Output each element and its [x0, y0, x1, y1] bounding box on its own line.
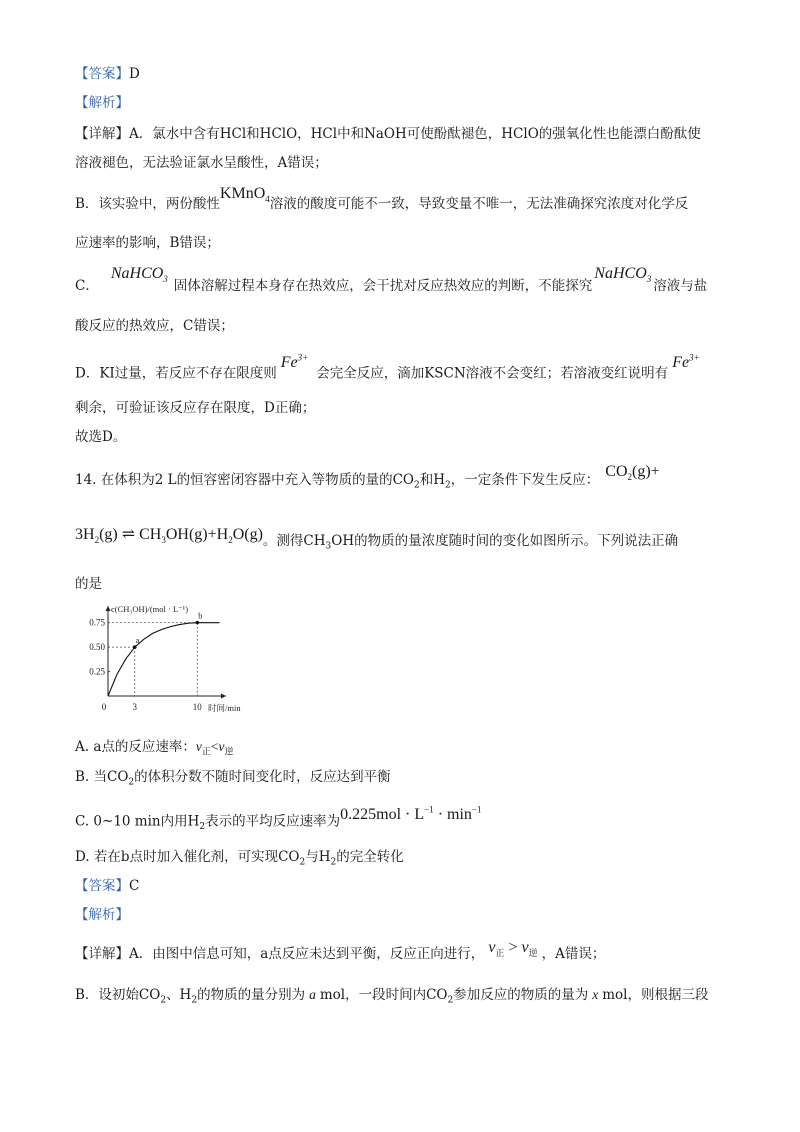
- text: ，一定条件下发生反应：: [450, 472, 600, 488]
- sub: 2: [128, 777, 135, 788]
- answer-line: [75, 64, 140, 84]
- sub: 逆: [224, 746, 234, 757]
- formula-sub: 3: [646, 274, 652, 285]
- conclusion: 故选D。: [75, 429, 127, 445]
- sub: 逆: [528, 948, 538, 959]
- q14-stem-line2: [75, 526, 679, 557]
- text: 溶液与盐: [653, 278, 708, 294]
- var-a: a: [309, 987, 316, 1002]
- sub: 2: [160, 995, 167, 1006]
- y-tick-label: 0.25: [89, 666, 105, 677]
- eq: OH(g)+H: [165, 526, 229, 543]
- nahco3-formula: [110, 265, 168, 285]
- text: OH的物质的量浓度随时间的变化如图所示。下列说法正确: [331, 533, 679, 549]
- text: D．KI过量，若反应不存在限度则: [75, 365, 277, 382]
- equation-part1: [605, 463, 660, 483]
- analysis-tag: 【解析】: [75, 95, 129, 111]
- text: D. 若在b点时加入催化剂，可实现CO: [75, 849, 300, 865]
- text: 溶液的酸度可能不一致，导致变量不唯一，无法准确探究浓度对化学反: [269, 196, 689, 212]
- sub: 正: [201, 746, 211, 757]
- answer-value: D: [129, 66, 140, 82]
- sub: 正: [495, 948, 505, 959]
- q14-stem-line1: [75, 463, 660, 496]
- val: · min: [433, 806, 472, 824]
- formula-main: KMnO: [219, 185, 266, 202]
- detail-line-b2: 应速率的影响，B错误；: [75, 235, 220, 251]
- sub: 2: [228, 535, 233, 546]
- text: 、H: [166, 987, 192, 1003]
- eq: CO: [605, 463, 628, 480]
- text: 的体积分数不随时间变化时，反应达到平衡: [134, 769, 391, 785]
- detail-line-b1: [75, 185, 689, 219]
- equation-part2: [75, 526, 263, 546]
- fe-ion: [281, 354, 308, 371]
- x-tick-label: 10: [192, 702, 202, 712]
- op: >: [508, 939, 518, 956]
- eq: 3H: [75, 526, 95, 543]
- y-tick-label: 0.75: [89, 617, 105, 628]
- eq: (g): [99, 526, 118, 543]
- text: C. 0~10 min内用H: [75, 813, 200, 830]
- op: <: [210, 739, 219, 754]
- point-label-a: a: [135, 636, 140, 646]
- y-tick-label: 0.50: [89, 642, 105, 653]
- text: mol，则根据三段: [602, 987, 709, 1003]
- detail-line-d1: [75, 353, 700, 383]
- answer-tag: 【答案】: [75, 66, 129, 82]
- sub: 2: [445, 480, 451, 491]
- text: 固体溶解过程本身存在热效应，会干扰对反应热效应的判断，不能探究: [173, 278, 593, 294]
- val: 0.225mol · L: [340, 806, 425, 824]
- concentration-curve: [108, 623, 220, 696]
- detail-tag: 【详解】: [75, 946, 129, 962]
- sub: 2: [414, 480, 420, 491]
- option-c: [75, 806, 482, 837]
- equilibrium-arrow: ⇌: [121, 526, 136, 543]
- text: A. a点的反应速率：: [75, 739, 196, 755]
- text: C．: [75, 278, 99, 294]
- ion-main: Fe: [672, 354, 690, 372]
- x-tick-label: 3: [132, 702, 138, 712]
- text: A．由图中信息可知，a点反应未达到平衡，反应正向进行，: [129, 946, 485, 962]
- sub: 2: [299, 857, 306, 868]
- x-axis-label: 时间/min: [208, 703, 241, 713]
- sub: 2: [199, 822, 206, 833]
- option-a: [75, 737, 234, 762]
- formula-sub: 3: [163, 274, 168, 285]
- option-b: [75, 767, 391, 793]
- text: ，A错误；: [541, 946, 606, 962]
- detail-line-a1: [75, 124, 701, 144]
- point-label-b: b: [198, 611, 203, 621]
- text: B．设初始CO: [75, 987, 161, 1003]
- sup: −1: [471, 805, 482, 815]
- analysis-tag-14: 【解析】: [75, 907, 129, 923]
- point-a: [133, 645, 137, 649]
- rate-value: [340, 806, 481, 823]
- var: v: [521, 939, 529, 956]
- text: mol，一段时间内CO: [319, 987, 448, 1003]
- text: 。测得CH: [262, 533, 326, 549]
- text: 和H: [419, 472, 446, 488]
- eq: (g)+: [632, 463, 660, 480]
- detail-line-a2: 溶液褪色，无法验证氯水呈酸性，A错误；: [75, 155, 328, 171]
- x-axis-arrow: [221, 694, 226, 699]
- detail-text: A．氯水中含有HCl和HClO，HCl中和NaOH可使酚酞褪色，HClO的强氧化性也能漂白酚酞使: [129, 126, 701, 142]
- text: 会完全反应，滴加KSCN溶液不会变红；若溶液变红说明有: [316, 365, 669, 382]
- detail14-line-a: [75, 939, 606, 969]
- sub: 3: [161, 535, 166, 546]
- var: v: [218, 739, 225, 754]
- detail-line-c1: [75, 265, 708, 301]
- sub: 2: [627, 472, 632, 483]
- ion-main: Fe: [280, 354, 298, 372]
- q14-stem-line3: 的是: [75, 576, 102, 592]
- ion-charge: 3+: [297, 353, 309, 363]
- eq: O(g): [232, 526, 263, 543]
- var: v: [488, 939, 496, 956]
- detail-tag: 【详解】: [75, 126, 129, 142]
- text: 表示的平均反应速率为: [205, 813, 341, 830]
- var: v: [195, 739, 202, 754]
- answer-tag: 【答案】: [75, 878, 129, 894]
- rate-compare-2: [488, 939, 538, 959]
- var-x: x: [592, 987, 599, 1002]
- rate-compare: [195, 739, 234, 757]
- concentration-time-chart: [75, 600, 245, 720]
- formula-main: NaHCO: [594, 265, 647, 282]
- sub: 2: [330, 857, 337, 868]
- formula-sub: 4: [265, 194, 270, 205]
- answer-line-14: [75, 876, 139, 896]
- detail-line-d2: 剩余，可验证该反应存在限度，D正确；: [75, 400, 316, 416]
- detail14-line-b: [75, 985, 708, 1011]
- fe-ion-2: [672, 354, 699, 371]
- text: B．该实验中，两份酸性: [75, 196, 220, 212]
- y-axis-arrow: [106, 606, 111, 611]
- text: 的物质的量分别为: [197, 987, 306, 1003]
- text: 14. 在体积为2 L的恒容密闭容器中充入等物质的量的CO: [75, 472, 415, 488]
- detail-line-c2: 酸反应的热效应，C错误；: [75, 318, 234, 334]
- nahco3-formula-2: [594, 265, 652, 285]
- answer-value: C: [129, 878, 140, 894]
- point-b: [195, 621, 199, 625]
- eq: CH: [139, 526, 162, 543]
- ion-charge: 3+: [689, 353, 700, 363]
- kmno4-formula: [219, 185, 270, 205]
- text: 参加反应的物质的量为: [453, 987, 589, 1003]
- sub: 2: [94, 535, 100, 546]
- sub: 3: [325, 541, 332, 552]
- y-axis-label: c(CH₃OH)/(mol · L⁻¹): [111, 604, 189, 614]
- formula-main: NaHCO: [110, 265, 164, 282]
- text: 的完全转化: [336, 849, 404, 865]
- sub: 2: [447, 995, 454, 1006]
- text: B. 当CO: [75, 769, 129, 785]
- text: 与H: [305, 849, 331, 865]
- option-d: [75, 847, 404, 873]
- sub: 2: [191, 995, 198, 1006]
- x-tick-label: 0: [101, 702, 107, 712]
- sup: −1: [424, 805, 434, 815]
